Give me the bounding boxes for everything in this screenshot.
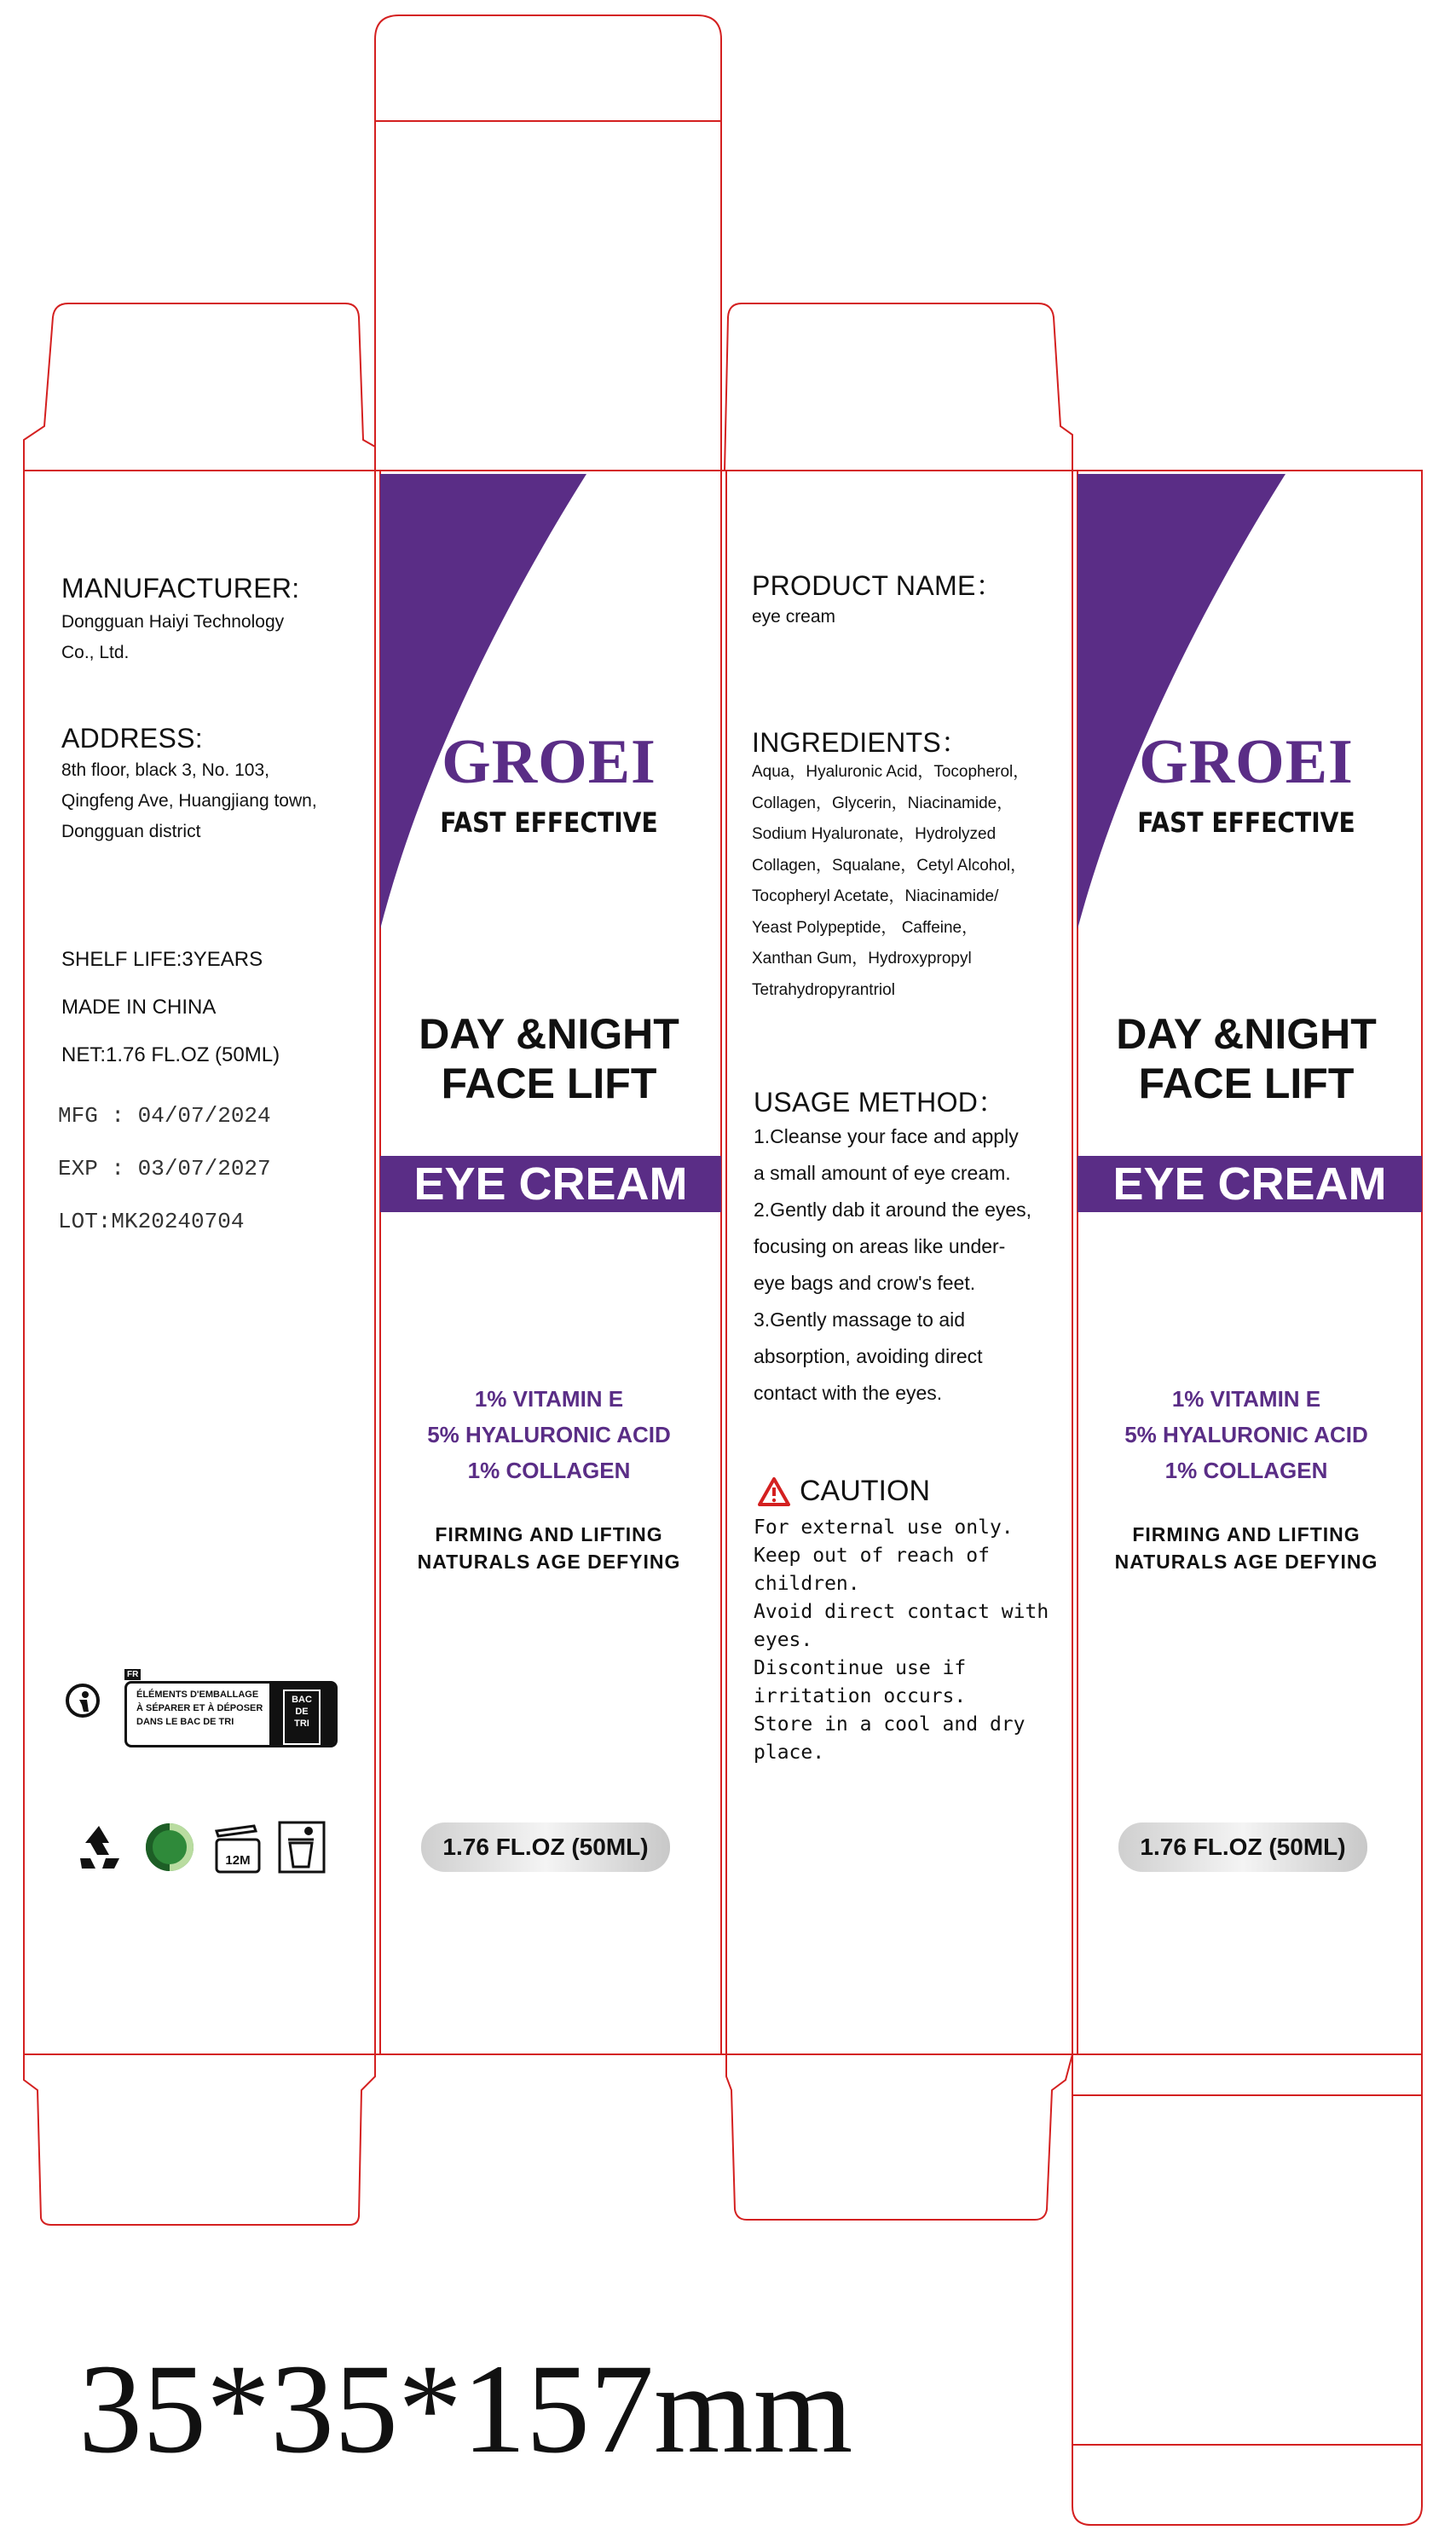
active-ingredient: 5% HYALURONIC ACID xyxy=(427,1422,671,1447)
caution-line: For external use only. xyxy=(754,1516,1014,1539)
usage-line: 3.Gently massage to aid xyxy=(754,1308,966,1331)
usage-line: 2.Gently dab it around the eyes, xyxy=(754,1199,1032,1221)
active-ingredient: 5% HYALURONIC ACID xyxy=(1124,1422,1368,1447)
address-line: Qingfeng Ave, Huangjiang town, xyxy=(61,791,317,811)
product-bar: EYE CREAM xyxy=(1078,1156,1422,1212)
address-heading: ADDRESS: xyxy=(61,723,203,754)
brand-name: GROEI xyxy=(442,727,656,797)
sorting-text: DANS LE BAC DE TRI xyxy=(136,1717,234,1727)
active-ingredient: 1% COLLAGEN xyxy=(1164,1458,1328,1483)
ingredients-line: Tocopheryl Acetate，Niacinamide/ xyxy=(752,887,999,905)
bin-label: DE xyxy=(295,1707,309,1717)
caution-line: place. xyxy=(754,1742,825,1764)
address-line: Dongguan district xyxy=(61,822,201,841)
usage-heading: USAGE METHOD： xyxy=(754,1087,1006,1118)
title-line: DAY &NIGHT xyxy=(419,1010,679,1058)
usage-line: focusing on areas like under- xyxy=(754,1235,1006,1257)
product-bar: EYE CREAM xyxy=(380,1156,721,1212)
pao-label: 12M xyxy=(225,1853,251,1868)
mfg-date: MFG : 04/07/2024 xyxy=(58,1103,271,1129)
trash-bin-icon xyxy=(278,1821,326,1874)
caution-line: irritation occurs. xyxy=(754,1685,967,1707)
caution-line: children. xyxy=(754,1573,860,1595)
active-ingredient: 1% COLLAGEN xyxy=(467,1458,631,1483)
lot-number: LOT:MK20240704 xyxy=(58,1209,245,1234)
ingredients-line: Sodium Hyaluronate，Hydrolyzed xyxy=(752,825,997,843)
brand-name: GROEI xyxy=(1139,727,1354,797)
claim-line: FIRMING AND LIFTING xyxy=(1132,1523,1361,1545)
manufacturer-line: Dongguan Haiyi Technology xyxy=(61,612,285,632)
usage-line: 1.Cleanse your face and apply xyxy=(754,1125,1019,1147)
ingredients-line: Yeast Polypeptide， Caffeine， xyxy=(752,918,979,937)
active-ingredient: 1% VITAMIN E xyxy=(474,1386,624,1412)
product-name: eye cream xyxy=(752,607,836,627)
ingredients-line: Collagen，Glycerin，Niacinamide， xyxy=(752,794,1014,812)
bin-label: BAC xyxy=(292,1695,312,1705)
sorting-logo xyxy=(124,1669,336,1746)
ingredients-line: Collagen，Squalane，Cetyl Alcohol， xyxy=(752,856,1027,875)
ingredients-line: Xanthan Gum，Hydroxypropyl xyxy=(752,950,972,968)
usage-line: a small amount of eye cream. xyxy=(754,1162,1011,1184)
caution-line: Store in a cool and dry xyxy=(754,1713,1026,1736)
warning-icon xyxy=(757,1476,791,1507)
claim-line: NATURALS AGE DEFYING xyxy=(417,1551,681,1573)
title-line: FACE LIFT xyxy=(441,1060,657,1107)
sorting-country: FR xyxy=(124,1669,141,1680)
caution-line: Keep out of reach of xyxy=(754,1545,990,1567)
recycle-icon xyxy=(72,1821,126,1875)
sorting-text: ÉLÉMENTS D'EMBALLAGE xyxy=(136,1690,259,1700)
ingredients-line: Tetrahydropyrantriol xyxy=(752,980,895,999)
made-in: MADE IN CHINA xyxy=(61,996,217,1019)
claim-line: FIRMING AND LIFTING xyxy=(435,1523,663,1545)
ingredients-heading: INGREDIENTS： xyxy=(752,727,969,758)
volume-pill: 1.76 FL.OZ (50ML) xyxy=(421,1822,670,1872)
pao-jar-icon xyxy=(211,1824,264,1877)
usage-line: eye bags and crow's feet. xyxy=(754,1272,976,1294)
usage-line: absorption, avoiding direct xyxy=(754,1345,983,1367)
bin-icon xyxy=(283,1690,321,1745)
volume-pill: 1.76 FL.OZ (50ML) xyxy=(1118,1822,1367,1872)
net-volume: NET:1.76 FL.OZ (50ML) xyxy=(61,1043,280,1066)
green-dot-icon xyxy=(143,1821,196,1874)
caution-line: eyes. xyxy=(754,1629,813,1651)
caution-line: Avoid direct contact with xyxy=(754,1601,1049,1623)
active-ingredient: 1% VITAMIN E xyxy=(1171,1386,1321,1412)
usage-line: contact with the eyes. xyxy=(754,1382,943,1404)
address-line: 8th floor, black 3, No. 103, xyxy=(61,760,269,780)
exp-date: EXP : 03/07/2027 xyxy=(58,1156,271,1181)
sorting-text: À SÉPARER ET À DÉPOSER xyxy=(136,1703,263,1713)
triman-icon xyxy=(65,1683,101,1718)
ingredients-line: Aqua，Hyaluronic Acid，Tocopherol， xyxy=(752,763,1030,781)
title-line: DAY &NIGHT xyxy=(1116,1010,1377,1058)
box-dimensions: 35*35*157mm xyxy=(78,2338,853,2480)
claim-line: NATURALS AGE DEFYING xyxy=(1114,1551,1378,1573)
title-line: FACE LIFT xyxy=(1138,1060,1355,1107)
tagline: FAST EFFECTIVE xyxy=(440,806,658,839)
tagline: FAST EFFECTIVE xyxy=(1137,806,1355,839)
manufacturer-line: Co., Ltd. xyxy=(61,643,130,662)
bin-label: TRI xyxy=(294,1718,309,1729)
product-name-heading: PRODUCT NAME： xyxy=(752,570,1003,601)
caution-heading: CAUTION xyxy=(800,1475,930,1507)
manufacturer-heading: MANUFACTURER: xyxy=(61,573,300,604)
shelf-life: SHELF LIFE:3YEARS xyxy=(61,948,263,971)
caution-line: Discontinue use if xyxy=(754,1657,967,1679)
